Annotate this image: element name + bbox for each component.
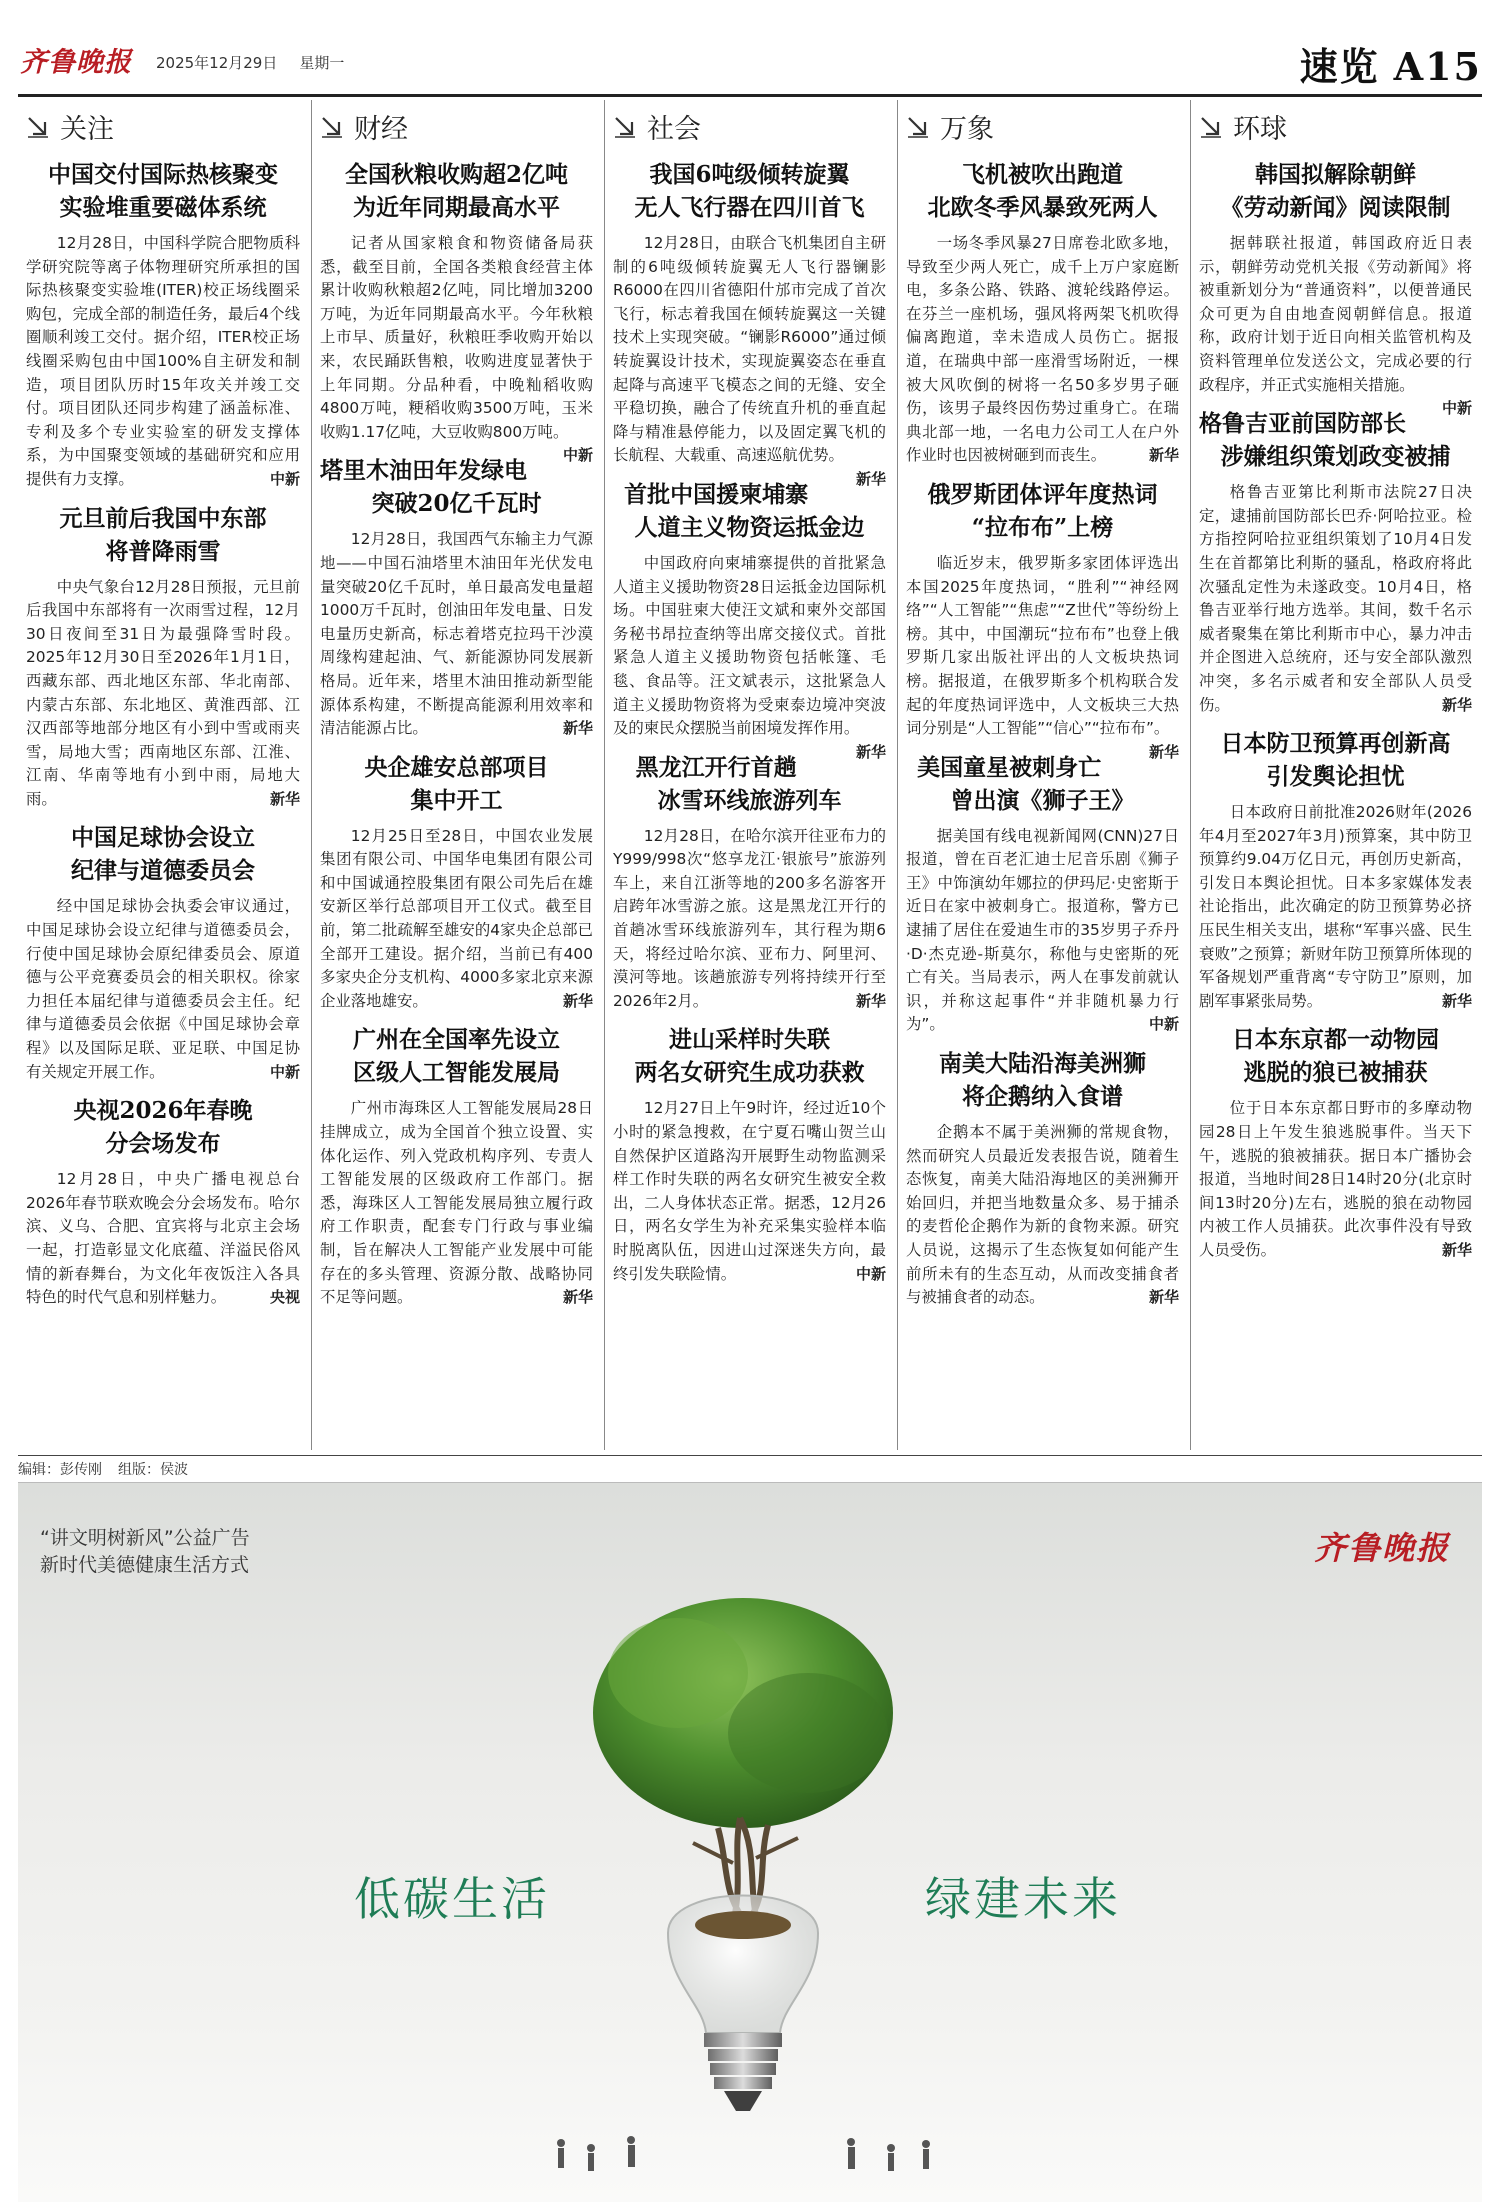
article-headline: 央企雄安总部项目 集中开工 xyxy=(364,753,549,814)
masthead-rule xyxy=(18,94,1482,97)
article xyxy=(906,751,1179,1037)
credit-line xyxy=(18,1455,1482,1479)
article xyxy=(320,1023,593,1309)
ad-title: “讲文明树新风”公益广告 新时代美德健康生活方式 xyxy=(40,1527,250,1576)
article-headline: 美国童星被刺身亡 曾出演《狮子王》 xyxy=(917,753,1135,814)
article-headline: 全国秋粮收购超2亿吨 为近年同期最高水平 xyxy=(344,161,568,221)
article-body: 中央气象台12月28日预报，元旦前后我国中东部将有一次雨雪过程，12月30日夜间至31日为最强降雪时段。2025年12月30日至2026年1月1日，西藏东部、西北地区东部、华北南部、内蒙古东部、东北地区、黄淮西部、江汉西部等地部分地区有小到中雪或雨夹雪，局地大雪；西南地区东部、江淮、江南、华南等地有小到中雨，局地大雨。 新华 xyxy=(26,576,300,812)
article-body: 临近岁末，俄罗斯多家团体评选出本国2025年度热词，“胜利”“神经网络”“人工智能”“焦虑”“Z世代”等纷纷上榜。其中，中国潮玩“拉布布”也登上俄罗斯几家出版社评出的人文板块热词榜。据报道，在俄罗斯多个机构联合发起的年度热词评选中，人文板块三大热词分别是“人工智能”“信心”“拉布布”。 新华 xyxy=(906,552,1179,741)
section-name: 社会 xyxy=(647,113,701,145)
issue-weekday: 星期一 xyxy=(299,54,345,72)
article xyxy=(613,1023,886,1286)
article-body: 广州市海珠区人工智能发展局28日挂牌成立，成为全国首个独立设置、实体化运作、列入党政机构序列、专责人工智能发展的区级政府工作部门。据悉，海珠区人工智能发展局独立履行政府工作职责，配套专门行政与事业编制，旨在解决人工智能产业发展中可能存在的多头管理、资源分散、战略协同不足等问题。 新华 xyxy=(320,1097,593,1309)
article-headline: 韩国拟解除朝鲜 《劳动新闻》阅读限制 xyxy=(1220,161,1451,221)
article-source: 新华 xyxy=(562,1288,593,1307)
article-source: 新华 xyxy=(1441,991,1472,1010)
column-guanzhu xyxy=(18,100,308,1450)
section-name: 环球 xyxy=(1233,113,1287,145)
article-source: 中新 xyxy=(269,1062,300,1081)
article-headline: 央视2026年春晚 分会场发布 xyxy=(73,1097,253,1158)
article-source: 新华 xyxy=(1441,1241,1472,1259)
section-header xyxy=(613,104,886,148)
section-header xyxy=(320,104,593,148)
article xyxy=(613,478,886,761)
masthead xyxy=(18,0,1482,96)
article xyxy=(1199,1023,1472,1262)
article xyxy=(1199,407,1472,717)
ad-newspaper-logo: 齐鲁晚报 xyxy=(1313,1529,1450,1567)
article xyxy=(26,1094,300,1310)
article-body: 日本政府日前批准2026财年(2026年4月至2027年3月)预算案，其中防卫预算约9.04万亿日元，再创历史新高，引发日本舆论担忧。日本多家媒体发表社论指出，此次确定的防卫预算势必挤压民生相关支出，堪称“军事兴盛、民生衰败”之预算；新财年防卫预算所体现的军备规划严重背离“专守防卫”原则，加剧军事紧张局势。 新华 xyxy=(1199,801,1472,1013)
article-headline: 塔里木油田年发绿电 突破20亿千瓦时 xyxy=(320,457,542,518)
article-headline: 日本东京都一动物园 逃脱的狼已被捕获 xyxy=(1232,1026,1439,1087)
article xyxy=(1199,158,1472,418)
article-body: 中国政府向柬埔寨提供的首批紧急人道主义援助物资28日运抵金边国际机场。中国驻柬大使汪文斌和柬外交部国务秘书昂拉查纳等出席交接仪式。首批紧急人道主义援助物资包括帐篷、毛毯、食品等。汪文斌表示，这批紧急人道主义援助物资将为受柬泰边境冲突波及的柬民众摆脱当前困境发挥作用。 新华 xyxy=(613,552,886,741)
article-headline: 黑龙江开行首趟 冰雪环线旅游列车 xyxy=(635,753,842,814)
article-headline: 中国足球协会设立 纪律与道德委员会 xyxy=(71,824,255,885)
section-header xyxy=(1199,104,1472,148)
article-body: 企鹅本不属于美洲狮的常规食物，然而研究人员最近发表报告说，随着生态恢复，南美大陆沿海地区的美洲狮开始回归，并把当地数量众多、易于捕杀的麦哲伦企鹅作为新的食物来源。研究人员说，这揭示了生态恢复如何能产生前所未有的生态互动，从而改变捕食者与被捕食者的动态。 新华 xyxy=(906,1121,1179,1310)
article xyxy=(320,158,593,465)
article-headline: 广州在全国率先设立 区级人工智能发展局 xyxy=(353,1026,560,1087)
news-columns xyxy=(18,100,1482,1450)
article-body: 12月25日至28日，中国农业发展集团有限公司、中国华电集团有限公司和中国诚通控股集团有限公司先后在雄安新区举行总部项目开工仪式。截至目前，第二批疏解至雄安的4家央企总部已全部开工建设。据介绍，当前已有400多家央企分支机构、4000多家北京来源企业落地雄安。 新华 xyxy=(320,825,593,1014)
article-source: 中新 xyxy=(855,1264,886,1283)
article-body: 经中国足球协会执委会审议通过，中国足球协会设立纪律与道德委员会，行使中国足球协会原纪律委员会、原道德与公平竞赛委员会的相关职权。徐家力担任本届纪律与道德委员会主任。纪律与道德委员会依据《中国足球协会章程》以及国际足联、亚足联、中国足协有关规定开展工作。 中新 xyxy=(26,895,300,1084)
page-number: A15 xyxy=(1393,44,1482,89)
article-source: 新华 xyxy=(855,991,886,1010)
article xyxy=(26,158,300,492)
article-body: 格鲁吉亚第比利斯市法院27日决定，逮捕前国防部长巴乔·阿哈拉亚。检方指控阿哈拉亚组织策划了10月4日发生在首都第比利斯的骚乱，格政府将此次骚乱定性为未遂政变。10月4日，格鲁吉亚举行地方选举。其间，数千名示威者聚集在第比利斯市中心，暴力冲击并企图进入总统府，还与安全部队激烈冲突，多名示威者和安全部队人员受伤。 新华 xyxy=(1199,481,1472,717)
article-body: 12月27日上午9时许，经过近10个小时的紧急搜救，在宁夏石嘴山贺兰山自然保护区道路沟开展野生动物监测采样工作时失联的两名女研究生被安全救出，二人身体状态正常。据悉，12月26日，两名女学生为补充采集实验样本临时脱离队伍，因进山过深迷失方向，最终引发失联险情。 中新 xyxy=(613,1097,886,1286)
article-headline: 格鲁吉亚前国防部长 涉嫌组织策划政变被捕 xyxy=(1199,410,1451,471)
column-huanqiu xyxy=(1190,100,1480,1450)
column-shehui xyxy=(604,100,894,1450)
article-headline: 飞机被吹出跑道 北欧冬季风暴致死两人 xyxy=(927,161,1158,221)
article-source: 新华 xyxy=(562,991,593,1010)
section-arrow-icon xyxy=(320,114,344,138)
ad-slogan-left: 低碳生活 xyxy=(354,1872,550,1926)
public-service-ad xyxy=(18,1482,1482,2202)
column-caijing xyxy=(311,100,601,1450)
section-name: 财经 xyxy=(354,113,408,145)
article xyxy=(613,751,886,1014)
article xyxy=(906,158,1179,468)
article-source: 中新 xyxy=(269,469,300,488)
article-body: 12月28日，由联合飞机集团自主研制的6吨级倾转旋翼无人飞行器镧影R6000在四川省德阳什邡市完成了首次飞行，标志着我国在倾转旋翼这一关键技术上实现突破。“镧影R6000”通过倾转旋翼设计技术，实现旋翼姿态在垂直起降与高速平飞模态之间的无缝、安全平稳切换，融合了传统直升机的垂直起降与精准悬停能力，以及固定翼飞机的长航程、大载重、高速巡航优势。 新华 xyxy=(613,232,886,468)
article xyxy=(906,478,1179,761)
article-body: 12月28日，中央广播电视总台2026年春节联欢晚会分会场发布。哈尔滨、义乌、合肥、宜宾将与北京主会场一起，打造彰显文化底蕴、洋溢民俗风情的新春舞台，为文化年夜饭注入各具特色的时代气息和别样魅力。 央视 xyxy=(26,1168,300,1310)
column-wanxiang xyxy=(897,100,1187,1450)
section-arrow-icon xyxy=(26,114,50,138)
article-headline: 我国6吨级倾转旋翼 无人飞行器在四川首飞 xyxy=(634,161,865,221)
article xyxy=(320,454,593,740)
article-body: 12月28日，我国西气东输主力气源地——中国石油塔里木油田年光伏发电量突破20亿千瓦时，单日最高发电量超1000万千瓦时，创油田年发电量、日发电量历史新高，标志着塔克拉玛干沙漠周缘构建起油、气、新能源协同发展新格局。近年来，塔里木油田推动新型能源体系构建，不断提高能源利用效率和清洁能源占比。 新华 xyxy=(320,528,593,740)
article-source: 新华 xyxy=(1148,1288,1179,1307)
article-headline: 进山采样时失联 两名女研究生成功获救 xyxy=(634,1026,865,1087)
article-body: 记者从国家粮食和物资储备局获悉，截至目前，全国各类粮食经营主体累计收购秋粮超2亿吨，同比增加3200万吨，为近年同期最高水平。今年秋粮上市早、质量好，秋粮旺季收购开始以来，农民踊跃售粮，收购进度显著快于上年同期。分品种看，中晚籼稻收购4800万吨，粳稻收购3500万吨，玉米收购1.17亿吨，大豆收购800万吨。 中新 xyxy=(320,232,593,444)
article-headline: 日本防卫预算再创新高 引发舆论担忧 xyxy=(1220,730,1451,791)
section-arrow-icon xyxy=(906,114,930,138)
article-source: 新华 xyxy=(562,719,593,738)
article-source: 新华 xyxy=(1148,446,1179,465)
article xyxy=(320,751,593,1014)
layout-credit: 组版：侯波 xyxy=(118,1462,188,1478)
editor-credit: 编辑：彭传刚 xyxy=(18,1462,102,1478)
article-body: 一场冬季风暴27日席卷北欧多地，导致至少两人死亡，成千上万户家庭断电，多条公路、铁路、渡轮线路停运。在芬兰一座机场，强风将两架飞机吹得偏离跑道，幸未造成人员伤亡。据报道，在瑞典中部一座滑雪场附近，一棵被大风吹倒的树将一名50多岁男子砸伤，该男子最终因伤势过重身亡。在瑞典北部一地，一名电力公司工人在户外作业时也因被树砸到而丧生。 新华 xyxy=(906,232,1179,468)
article-source: 中新 xyxy=(1441,399,1472,418)
issue-date: 2025年12月29日 xyxy=(156,54,278,72)
article-source: 中新 xyxy=(562,446,593,465)
article-headline: 首批中国援柬埔寨 人道主义物资运抵金边 xyxy=(624,480,865,541)
article-body: 12月28日，中国科学院合肥物质科学研究院等离子体物理研究所承担的国际热核聚变实验堆(ITER)校正场线圈采购包，完成全部的制造任务，最后4个线圈顺利竣工交付。据介绍，ITER校正场线圈采购包由中国100%自主研发和制造，项目团队历时15年攻关并竣工交付。项目团队还同步构建了涵盖标准、专利及多个专业实验室的研发支撑体系，为中国聚变领域的基础研究和应用提供有力支撑。 中新 xyxy=(26,232,300,492)
section-header xyxy=(26,104,300,148)
article-headline: 南美大陆沿海美洲狮 将企鹅纳入食谱 xyxy=(939,1050,1146,1111)
page-title: 速览 xyxy=(1299,44,1380,89)
article xyxy=(26,502,300,812)
page-header xyxy=(1300,36,1482,91)
section-header xyxy=(906,104,1179,148)
section-name: 关注 xyxy=(60,113,114,145)
article-source: 新华 xyxy=(855,742,886,761)
article-headline: 俄罗斯团体评年度热词 “拉布布”上榜 xyxy=(927,480,1158,541)
article xyxy=(613,158,886,488)
article-source: 新华 xyxy=(269,789,300,808)
article-source: 央视 xyxy=(269,1288,300,1307)
section-name: 万象 xyxy=(940,113,994,145)
article-source: 新华 xyxy=(855,469,886,488)
article xyxy=(26,821,300,1084)
article-body: 位于日本东京都日野市的多摩动物园28日上午发生狼逃脱事件。当天下午，逃脱的狼被捕获。据日本广播协会报道，当地时间28日14时20分(北京时间13时20分)左右，逃脱的狼在动物园内被工作人员捕获。此次事件没有导致人员受伤。 新华 xyxy=(1199,1097,1472,1262)
article-body: 12月28日，在哈尔滨开往亚布力的Y999/998次“悠享龙江·银旅号”旅游列车上，来自江浙等地的200多名游客开启跨年冰雪游之旅。这是黑龙江开行的首趟冰雪环线旅游列车，其行程为期6天，将经过哈尔滨、亚布力、阿里河、漠河等地。该趟旅游专列将持续开行至2026年2月。 新华 xyxy=(613,825,886,1014)
section-arrow-icon xyxy=(1199,114,1223,138)
article-source: 新华 xyxy=(1441,695,1472,714)
article-body: 据美国有线电视新闻网(CNN)27日报道，曾在百老汇迪士尼音乐剧《狮子王》中饰演幼年娜拉的伊玛尼·史密斯于近日在家中被刺身亡。报道称，警方已逮捕了居住在爱迪生市的35岁男子乔丹·D·杰克逊-斯莫尔，称他与史密斯的死亡有关。当局表示，两人在事发前就认识，并称这起事件“并非随机暴力行为”。 中新 xyxy=(906,825,1179,1037)
article-source: 新华 xyxy=(1148,742,1179,761)
article-source: 中新 xyxy=(1148,1015,1179,1034)
ad-slogan-right: 绿建未来 xyxy=(925,1872,1121,1926)
newspaper-logo: 齐鲁晚报 xyxy=(20,47,132,78)
tree-bulb-illustration xyxy=(518,1563,978,2202)
date-bar xyxy=(156,52,366,73)
article-headline: 元旦前后我国中东部 将普降雨雪 xyxy=(59,504,267,565)
article-body: 据韩联社报道，韩国政府近日表示，朝鲜劳动党机关报《劳动新闻》将被重新划分为“普通资料”，以便普通民众可更为自由地查阅朝鲜信息。报道称，政府计划于近日向相关监管机构及资料管理单位发送公文，完成必要的行政程序，并正式实施相关措施。 中新 xyxy=(1199,232,1472,397)
article xyxy=(906,1047,1179,1310)
article xyxy=(1199,727,1472,1013)
section-arrow-icon xyxy=(613,114,637,138)
article-headline: 中国交付国际热核聚变 实验堆重要磁体系统 xyxy=(48,161,278,221)
